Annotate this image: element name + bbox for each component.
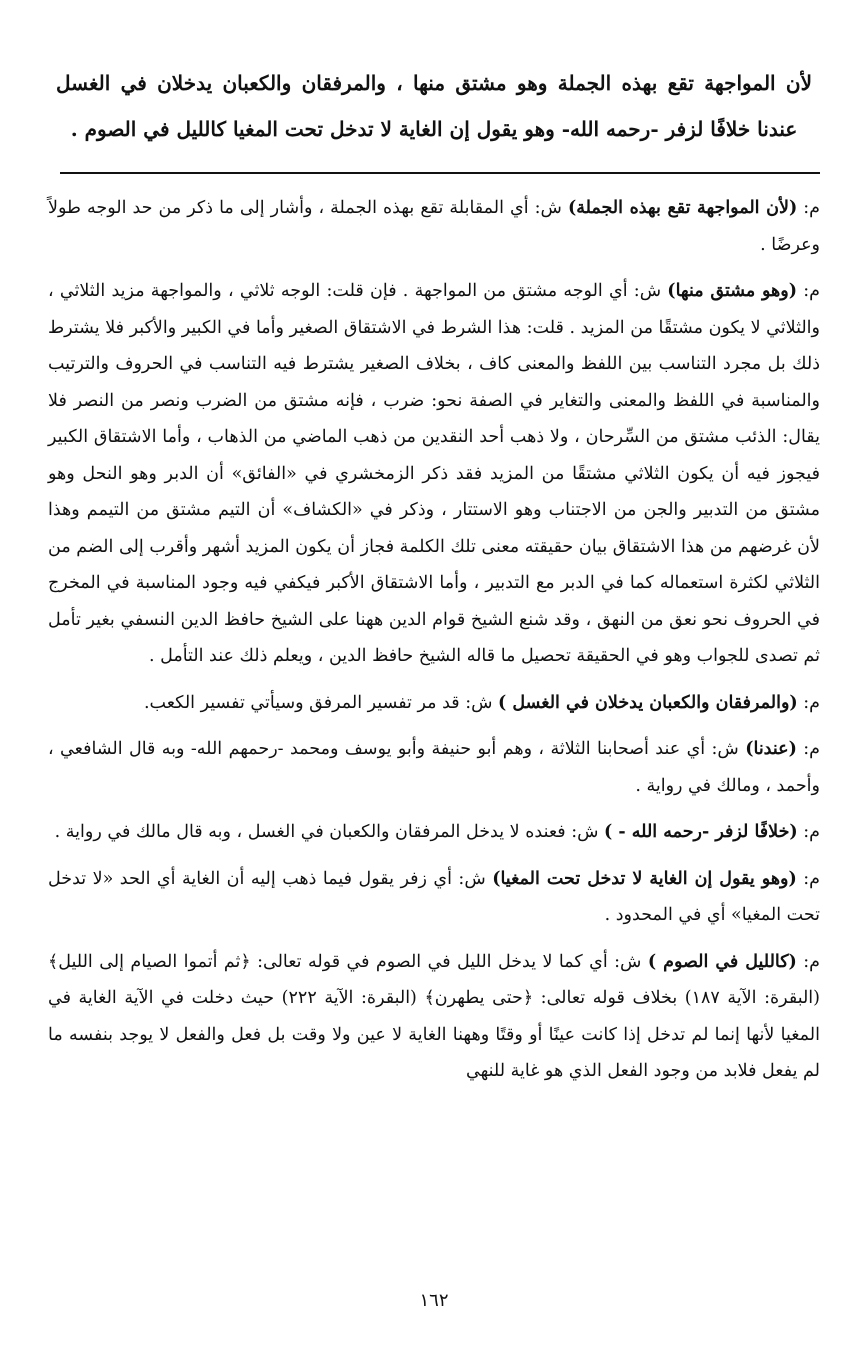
- commentary-paragraph: [48, 731, 820, 804]
- quoted-text: (والمرفقان والكعبان يدخلان في الغسل ): [498, 692, 798, 713]
- commentary-paragraph: [48, 814, 820, 851]
- commentary-text: ش: أي عند أصحابنا الثلاثة ، وهم أبو حنيفة وأبو يوسف ومحمد -رحمهم الله- وبه قال الشافعي ، وأحمد ، ومالك في رواية .: [48, 739, 820, 796]
- commentary-paragraph: [48, 685, 820, 722]
- quoted-text: (وهو يقول إن الغاية لا تدخل تحت المغيا): [492, 868, 797, 889]
- commentary-paragraph: [48, 273, 820, 675]
- commentary-paragraph: [48, 944, 820, 1090]
- commentary-text: ش: قد مر تفسير المرفق وسيأتي تفسير الكعب.: [143, 692, 499, 713]
- matn-marker: م:: [796, 951, 821, 972]
- divider-line: [60, 172, 820, 174]
- commentary-paragraph: [48, 861, 820, 934]
- commentary-text: ش: أي المقابلة تقع بهذه الجملة ، وأشار إلى ما ذكر من حد الوجه طولاً وعرضًا .: [48, 198, 820, 255]
- matn-marker: م:: [796, 868, 821, 889]
- commentary-section: [48, 190, 820, 1090]
- matn-marker: م:: [796, 739, 821, 759]
- matn-marker: م:: [797, 822, 820, 842]
- commentary-text: ش: أي الوجه مشتق من المواجهة . فإن قلت: الوجه ثلاثي ، والمواجهة مزيد الثلاثي ، والثلاثي لا يكون مشتقًا من المزيد . قلت: هذا الشرط في الاشتقاق الصغير وأما في الكبير والأكبر فلا يشترط ذلك بل مجرد التناسب بين اللفظ والمعنى كاف ، بخلاف الصغير يشترط فيه التناسب في الحروف والترتيب والمناسبة في اللفظ والمعنى والتغاير في الصفة نحو: ضرب ، فإنه مشتق من الضرب ونصر من النصر فلا يقال: الذئب مشتق من السِّرحان ، ولا ذهب أحد النقدين من ذهب الماضي من الذهاب ، وأما الاشتقاق الكبير فيجوز فيه أن يكون الثلاثي مشتقًا من المزيد فقد ذكر الزمخشري في «الفائق» أن الدبر وهو النحل وهو مشتق من التدبير والجن من الاجتناب وهو الاستتار ، وذكر في «الكشاف» أن التيم مشتق من التيمم وهذا لأن غرضهم من هذا الاشتقاق بيان حقيقته معنى تلك الكلمة فجاز أن يكون المزيد أشهر وأقرب إلى الضم من الثلاثي لكثرة استعماله كما في الدبر مع التدبير ، وأما الاشتقاق الأكبر فيكفي فيه وجود المناسبة في المخرج في الحروف نحو نعق من النهق ، وقد شنع الشيخ قوام الدين ههنا على الشيخ حافظ الدين النسفي بغير تأمل ثم تصدى للجواب وهو في الحقيقة تحصيل ما قاله الشيخ حافظ الدين ، ويعلم ذلك عند التأمل .: [48, 281, 820, 666]
- matn-marker: م:: [797, 692, 820, 713]
- matn-marker: م:: [797, 281, 820, 301]
- matn-marker: م:: [797, 198, 821, 218]
- commentary-text: ش: أي كما لا يدخل الليل في الصوم في قوله تعالى: ﴿ثم أتموا الصيام إلى الليل﴾ (البقرة: الآية ١٨٧) بخلاف قوله تعالى: ﴿حتى يطهرن﴾ (البقرة: الآية ٢٢٢) حيث دخلت في الآية الغاية في المغيا لأنها إنما لم تدخل إذا كانت عينًا أو وقتًا وههنا الغاية لا عين ولا وقت بل فعل والفعل لا يوجد بنفسه ما لم يفعل فلابد من وجود الفعل الذي هو غاية للنهي: [48, 951, 820, 1081]
- commentary-paragraph: [48, 190, 820, 263]
- page-number: ١٦٢: [419, 1290, 449, 1311]
- quoted-text: (لأن المواجهة تقع بهذه الجملة): [567, 198, 798, 218]
- quoted-text: (وهو مشتق منها): [667, 281, 798, 301]
- quoted-text: (عندنا): [745, 739, 797, 759]
- quoted-text: (خلافًا لزفر -رحمه الله - ): [604, 822, 798, 842]
- commentary-text: ش: فعنده لا يدخل المرفقان والكعبان في الغسل ، وبه قال مالك في رواية .: [54, 822, 605, 842]
- main-text: لأن المواجهة تقع بهذه الجملة وهو مشتق منها ، والمرفقان والكعبان يدخلان في الغسل عندنا خلافًا لزفر -رحمه الله- وهو يقول إن الغاية لا تدخل تحت المغيا كالليل في الصوم .: [56, 71, 812, 141]
- commentary-text: ش: أي زفر يقول فيما ذهب إليه أن الغاية أي الحد «لا تدخل تحت المغيا» أي في المحدود .: [48, 868, 820, 925]
- quoted-text: (كالليل في الصوم ): [647, 951, 797, 972]
